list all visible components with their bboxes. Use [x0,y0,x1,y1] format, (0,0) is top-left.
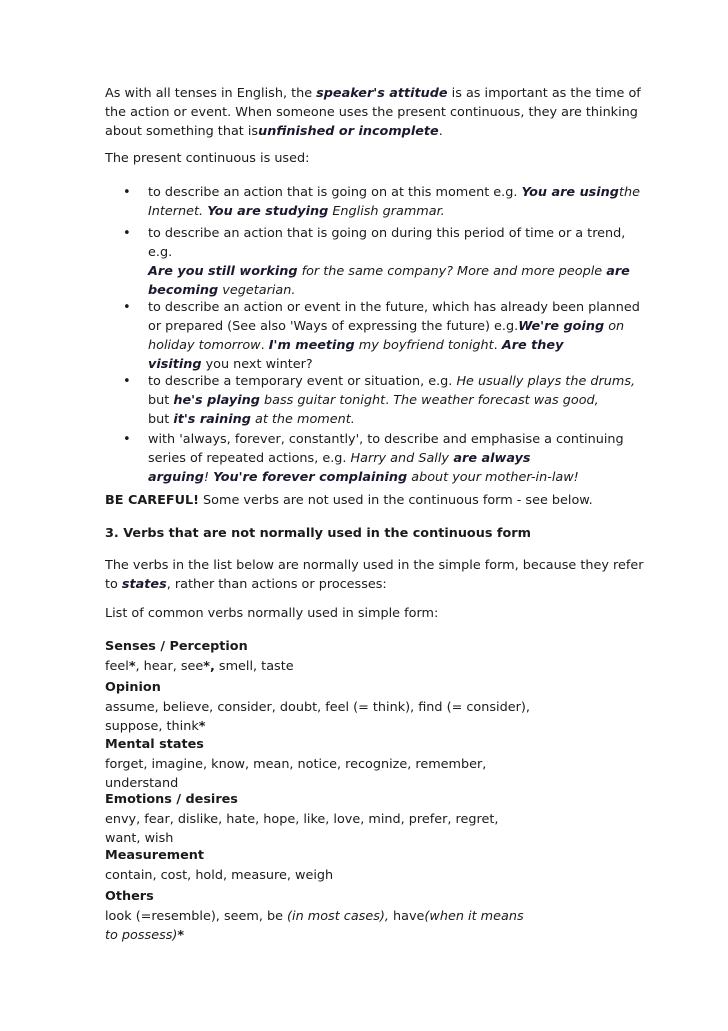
note-text: to possess) [105,928,178,943]
item-text: . [493,338,502,353]
category-heading-emotions: Emotions / desires [105,792,238,807]
verb-text: forget, imagine, know, mean, notice, recognize, remember, [105,757,487,772]
paragraph-text: The verbs in the list below are normally used in the simple form, because they refer [105,558,644,573]
example-text: about your mother-in-law! [407,470,579,485]
category-heading-senses: Senses / Perception [105,639,248,654]
verb-text: understand [105,776,179,791]
example-text: He usually plays the drums, [456,374,636,389]
intro-text: about something that is [105,124,259,139]
category-heading-opinion: Opinion [105,680,161,695]
example-bold: You are studying [207,204,329,219]
paragraph-text: to [105,577,122,592]
item-text: but [148,412,174,427]
item-text: . [385,393,394,408]
bullet-icon: • [123,432,131,447]
example-bold: are always [448,451,531,466]
example-bold: Are you still working [148,264,298,279]
category-heading-measurement: Measurement [105,848,205,863]
note-text: (when it means [424,909,524,924]
example-bold: it's raining [173,412,251,427]
careful-label: BE CAREFUL! [105,493,199,508]
item-text: but [148,393,174,408]
example-text: my boyfriend tonight [354,338,494,353]
asterisk-mark: * [198,719,206,734]
note-text: (in most cases), [287,909,389,924]
example-text: vegetarian. [218,283,296,298]
verb-text: feel [105,659,129,674]
example-bold: arguing [148,470,204,485]
example-bold: Are they [501,338,564,353]
example-text: Harry and Sally [350,451,449,466]
intro-text: is as important as the time of [447,86,641,101]
list-item [148,224,628,300]
careful-text: Some verbs are not used in the continuous form - see below. [198,493,593,508]
list-item [148,372,636,429]
used-intro: The present continuous is used: [105,151,310,166]
asterisk-mark: * [128,659,136,674]
category-verbs-senses [105,657,630,676]
list-intro-paragraph [105,556,644,594]
category-verbs-mental [105,755,630,793]
example-bold: becoming [148,283,219,298]
example-text: at the moment. [250,412,355,427]
example-text: on [604,319,625,334]
category-verbs-opinion [105,698,630,736]
intro-emphasis: unfinished or incomplete [258,124,439,139]
item-text: series of repeated actions, e.g. [148,451,351,466]
list-item [148,430,628,487]
bullet-icon: • [123,226,131,241]
section-heading: 3. Verbs that are not normally used in the continuous form [105,526,531,541]
example-bold: visiting [148,357,202,372]
item-text: to describe an action or event in the future, which has already been planned [148,300,640,315]
verb-text: have [388,909,425,924]
category-heading-others: Others [105,889,154,904]
item-text: you next winter? [201,357,313,372]
emphasis-text: states [121,577,167,592]
example-text: English grammar. [328,204,445,219]
item-text: e.g. [148,245,173,260]
category-verbs-emotions [105,810,630,848]
verb-text: envy, fear, dislike, hate, hope, like, love, mind, prefer, regret, [105,812,499,827]
list-item [148,298,640,374]
category-heading-mental: Mental states [105,737,204,752]
category-verbs-measurement: contain, cost, hold, measure, weigh [105,868,334,883]
bullet-icon: • [123,374,131,389]
bullet-icon: • [123,185,131,200]
careful-note [105,491,630,510]
intro-text: As with all tenses in English, the [105,86,317,101]
example-text: Internet. [148,204,208,219]
item-text: or prepared (See also 'Ways of expressing the future) e.g. [148,319,519,334]
example-bold: We're going [518,319,605,334]
example-bold: he's playing [173,393,260,408]
category-verbs-others [105,907,630,945]
example-text: for the same company? More and more people [297,264,607,279]
example-text: The weather forecast was good, [393,393,599,408]
item-text: to describe a temporary event or situation, e.g. [148,374,457,389]
intro-emphasis: speaker's attitude [316,86,448,101]
intro-text: the action or event. When someone uses the present continuous, they are thinking [105,105,638,120]
asterisk-mark: * [177,928,185,943]
example-text: holiday tomorrow [148,338,261,353]
intro-paragraph [105,84,641,141]
example-text: ! [203,470,214,485]
list-item [148,183,640,221]
item-text: . [260,338,269,353]
example-bold: You are using [521,185,619,200]
item-text: to describe an action that is going on at this moment e.g. [148,185,522,200]
verb-text: look (=resemble), seem, be [105,909,288,924]
example-bold: I'm meeting [268,338,355,353]
item-text: to describe an action that is going on during this period of time or a trend, [148,226,626,241]
verb-text: smell, taste [214,659,294,674]
paragraph-text: , rather than actions or processes: [166,577,387,592]
asterisk-mark: *, [203,659,215,674]
verb-text: suppose, think [105,719,199,734]
example-text: bass guitar tonight [259,393,386,408]
example-bold: are [606,264,630,279]
bullet-icon: • [123,300,131,315]
list-common-intro: List of common verbs normally used in simple form: [105,606,439,621]
verb-text: assume, believe, consider, doubt, feel (= think), find (= consider), [105,700,530,715]
intro-text: . [438,124,443,139]
example-text: the [618,185,640,200]
example-bold: You're forever complaining [213,470,408,485]
verb-text: want, wish [105,831,174,846]
item-text: with 'always, forever, constantly', to describe and emphasise a continuing [148,432,624,447]
verb-text: , hear, see [135,659,204,674]
